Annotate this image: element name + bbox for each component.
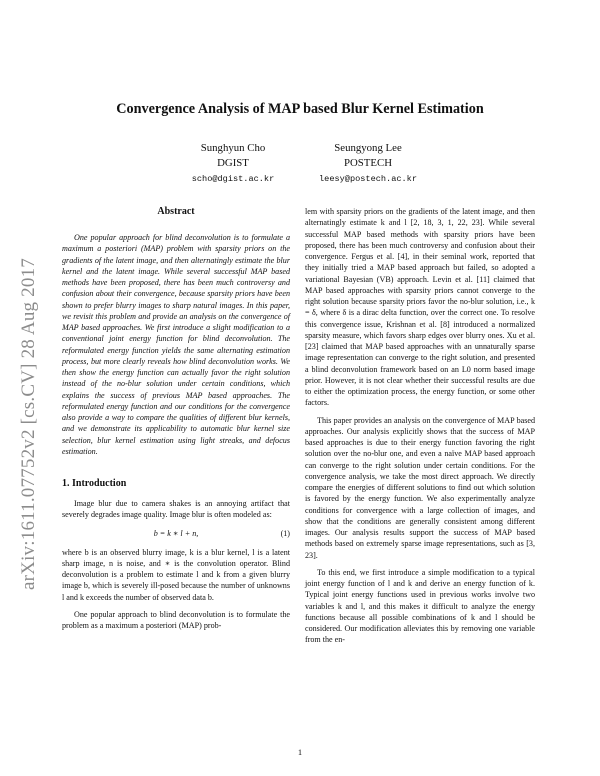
author-block-1 — [183, 141, 283, 187]
body-paragraph-1: lem with sparsity priors on the gradients of the latent image, and then alternatingly estimate k and l [2, 18, 3, 1, 22, 23]. While several successful MAP based methods with sparsity priors have been proposed, there has been much controversy and confusion about their convergence. Fergus et al. [4], in their seminal work, reported that they initially tried a MAP based approach but failed, so adopted a variational Bayesian (VB) approach. Levin et al. [11] claimed that MAP based approaches with sparsity priors cannot converge to the right solution because sparsity priors favor the no-blur solution, i.e., k = δ, where δ is a dirac delta function, over the correct one. To resolve this convergence issue, Krishnan et al. [8] introduced a normalized sparsity measure, which favors sharp edges over blurry ones. Xu et al. [23] claimed that MAP based approaches with an unnaturally sparse image representation can converge to the right solution, and presented a blind deconvolution framework based on an L0 norm based image prior. However, it is not clear whether their successful results are due to either the optimization process, the energy function, or some other factors. — [305, 207, 535, 408]
paper-title: Convergence Analysis of MAP based Blur Kernel Estimation — [116, 101, 484, 117]
intro-paragraph-1: Image blur due to camera shakes is an annoying artifact that severely degrades image quality. Image blur is often modeled as: — [62, 499, 290, 520]
right-column — [305, 206, 535, 646]
equation-body: b = k ∗ l + n, — [153, 528, 199, 538]
author-affiliation: POSTECH — [344, 157, 392, 169]
body-paragraph-2: This paper provides an analysis on the convergence of MAP based approaches. Our analysis explicitly shows that the success of MAP based approaches is due to their energy function favoring the right solution over the no-blur one, and even a naïve MAP based approach can converge to the right solution under certain conditions. For the convergence analysis, we take the most direct approach. We directly compare the energies of different solutions to find out which solution is favored by the energy function. We also experimentally analyze conditions for convergence with a large collection of images, and show that the conditions are generally consistent among different images. Our analysis results support the success of MAP based methods based on extremely sparse image representations, such as [3, 23]. — [305, 415, 535, 560]
author-email: leesy@postech.ac.kr — [319, 174, 417, 184]
intro-paragraph-2: where b is an observed blurry image, k is a blur kernel, l is a latent sharp image, n is noise, and ∗ is the convolution operator. Blind deconvolution is a problem to estimate l and k from a given blurry image b, which is severely ill-posed because the number of unknowns l and k exceeds the number of observed data b. — [62, 547, 290, 602]
author-block-2 — [308, 141, 428, 187]
equation-1 — [62, 527, 290, 541]
page-number: 1 — [297, 747, 303, 757]
author-name: Sunghyun Cho — [200, 142, 266, 154]
author-affiliation: DGIST — [217, 157, 249, 169]
abstract-heading: Abstract — [157, 206, 195, 217]
arxiv-stamp: arXiv:1611.07752v2 [cs.CV] 28 Aug 2017 — [18, 258, 39, 590]
left-column — [62, 206, 290, 631]
abstract-text: One popular approach for blind deconvolution is to formulate a maximum a posteriori (MAP) problem with sparsity priors on the gradients of the latent image, and then alternatingly estimate the blur kernel and the latent image. While several successful MAP based methods have been proposed, there has been much controversy and confusion about their convergence, because sparsity priors have been shown to prefer blurry images to sharp natural images. In this paper, we revisit this problem and provide an analysis on the convergence of MAP based approaches. We first introduce a slight modification to a conventional joint energy function for blind deconvolution. The reformulated energy function yields the same alternating estimation process, but more clearly reveals how blind deconvolution works. We then show the energy function can actually favor the right solution instead of the no-blur solution under certain conditions, which explains the success of previous MAP based approaches. The reformulated energy function and our conditions for the convergence also provide a way to compare the qualities of different blur kernels, and we demonstrate its applicability to automatic blur kernel size selection, blur kernel estimation using light streaks, and defocus estimation. — [62, 233, 290, 456]
equation-number: (1) — [280, 528, 290, 538]
section-heading-introduction: 1. Introduction — [62, 478, 127, 489]
author-name: Seungyong Lee — [334, 142, 402, 154]
body-paragraph-3: To this end, we first introduce a simple modification to a typical joint energy function of l and k and derive an energy function of k. Typical joint energy functions used in previous works involve two variables k and l, and this makes it difficult to analyze the energy functions because all possible combinations of k and l should be considered. Our modification alleviates this by removing one variable from the en- — [305, 567, 535, 645]
intro-paragraph-3: One popular approach to blind deconvolution is to formulate the problem as a maximum a posteriori (MAP) prob- — [62, 609, 290, 630]
author-email: scho@dgist.ac.kr — [191, 174, 275, 184]
